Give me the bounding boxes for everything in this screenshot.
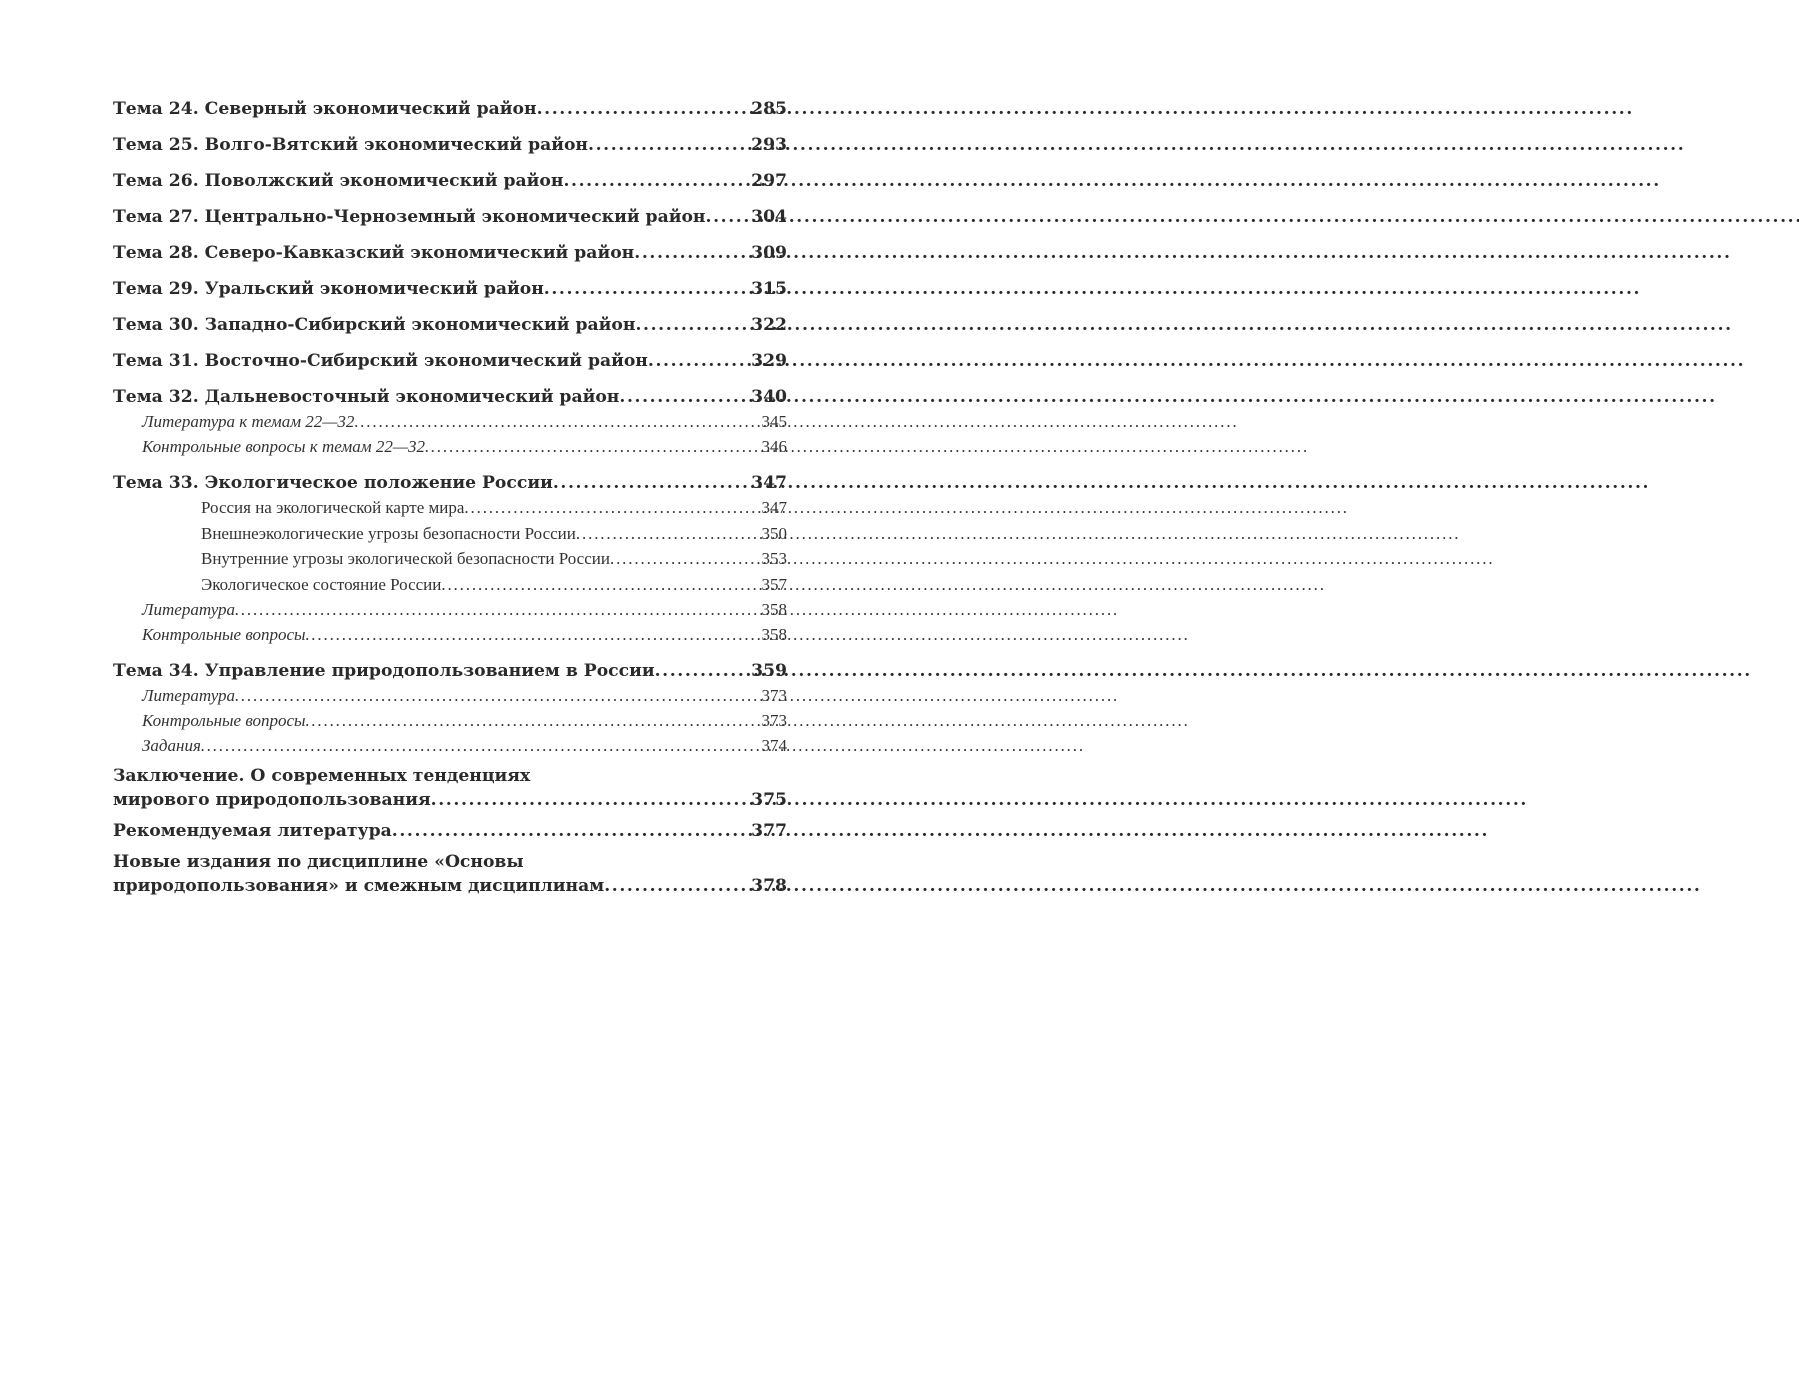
toc-entry-title: Тема 28. Северо-Кавказский экономический район [113, 243, 635, 263]
toc-entry-title: Тема 29. Уральский экономический район [113, 279, 544, 299]
toc-entry-title: Тема 25. Волго-Вятский экономический район [113, 135, 589, 155]
toc-sub-page: 358 [761, 600, 787, 619]
toc-sub-title: Литература [142, 686, 236, 705]
toc-entry-page: 378 [751, 876, 787, 896]
dot-leader [306, 708, 760, 733]
toc-entry-title-line2: природопользования» и смежным дисциплинам [113, 876, 605, 896]
toc-sub-entry[interactable] [113, 683, 787, 708]
toc-sub-title: Контрольные вопросы [142, 625, 306, 644]
toc-entry-tema-24[interactable] [113, 97, 787, 121]
toc-entry-tema-29[interactable] [113, 277, 787, 301]
toc-sub-entry[interactable] [113, 409, 787, 434]
toc-section-entry[interactable] [113, 521, 787, 547]
toc-entry-new-editions[interactable] [113, 850, 787, 898]
toc-entry-tema-28[interactable] [113, 241, 787, 265]
toc-entry-title: Тема 32. Дальневосточный экономический район [113, 387, 620, 407]
dot-leader [431, 788, 749, 812]
toc-entry-title-line2: мирового природопользования [113, 790, 431, 810]
toc-entry-page: 297 [751, 171, 787, 191]
dot-leader [392, 819, 749, 843]
toc-sub-page: 358 [761, 625, 787, 644]
toc-entry-title: Тема 30. Западно-Сибирский экономический район [113, 315, 636, 335]
toc-section-title: Экологическое состояние России [201, 574, 442, 594]
toc-sub-entry[interactable] [113, 622, 787, 647]
dot-leader [655, 659, 750, 683]
dot-leader [553, 471, 749, 495]
toc-entry-title: Тема 33. Экологическое положение России [113, 473, 553, 493]
toc-sub-entry[interactable] [113, 708, 787, 733]
toc-entry-page: 377 [751, 821, 787, 841]
toc-sub-entry[interactable] [113, 434, 787, 459]
toc-entry-title: Тема 31. Восточно-Сибирский экономический район [113, 351, 648, 371]
dot-leader [354, 409, 759, 434]
toc-sub-page: 373 [761, 711, 787, 730]
dot-leader [706, 205, 750, 229]
toc-entry-page: 340 [751, 387, 787, 407]
toc-sub-page: 346 [761, 437, 787, 456]
toc-entry-page: 304 [751, 207, 787, 227]
toc-entry-title-line1: Новые издания по дисциплине «Основы [113, 852, 524, 872]
toc-entry-title-line1: Заключение. О современных тенденциях [113, 766, 531, 786]
dot-leader [537, 97, 750, 121]
toc-section-page: 353 [761, 549, 787, 568]
toc-sub-page: 373 [761, 686, 787, 705]
dot-leader [635, 313, 749, 337]
toc-entry-tema-25[interactable] [113, 133, 787, 157]
toc-entry-page: 285 [751, 99, 787, 119]
dot-leader [604, 874, 749, 898]
toc-entry-tema-32[interactable] [113, 385, 787, 409]
toc-entry-title: Тема 24. Северный экономический район [113, 99, 537, 119]
dot-leader [425, 434, 760, 459]
toc-entry-title: Тема 27. Центрально-Черноземный экономический район [113, 207, 706, 227]
toc-entry-title: Тема 34. Управление природопользованием в России [113, 661, 655, 681]
dot-leader [201, 733, 760, 758]
toc-entry-title: Тема 26. Поволжский экономический район [113, 171, 564, 191]
toc-entry-page: 375 [751, 790, 787, 810]
dot-leader [306, 622, 760, 647]
toc-entry-recommended-literature[interactable] [113, 819, 787, 843]
toc-entry-title: Рекомендуемая литература [113, 821, 392, 841]
dot-leader [610, 546, 760, 572]
dot-leader [634, 241, 749, 265]
toc-entry-page: 293 [751, 135, 787, 155]
toc-sub-title: Литература [142, 600, 236, 619]
toc-sub-title: Контрольные вопросы к темам 22—32 [142, 437, 425, 456]
toc-sub-page: 345 [761, 412, 787, 431]
toc-sub-entry[interactable] [113, 597, 787, 622]
toc-entry-tema-31[interactable] [113, 349, 787, 373]
dot-leader [235, 597, 759, 622]
toc-section-page: 350 [761, 523, 787, 543]
toc-entry-title-line2-row [113, 874, 787, 898]
toc-sub-title: Задания [142, 736, 201, 755]
toc-section-title: Внутренние угрозы экологической безопасности России [201, 549, 610, 568]
toc-entry-tema-30[interactable] [113, 313, 787, 337]
toc-entry-tema-34[interactable] [113, 659, 787, 683]
dot-leader [619, 385, 749, 409]
dot-leader [235, 683, 759, 708]
toc-sub-title: Литература к темам 22—32 [142, 412, 355, 431]
toc-section-title: Внешнеэкологические угрозы безопасности России [201, 523, 576, 543]
toc-entry-title-line2-row [113, 788, 787, 812]
toc-entry-tema-27[interactable] [113, 205, 787, 229]
toc-section-title: Россия на экологической карте мира [201, 498, 465, 517]
toc-entry-page: 359 [751, 661, 787, 681]
toc-sub-page: 374 [761, 736, 787, 755]
toc-entry-page: 309 [751, 243, 787, 263]
toc-section-entry[interactable] [113, 546, 787, 572]
toc-entry-tema-33[interactable] [113, 471, 787, 495]
toc-sub-title: Контрольные вопросы [142, 711, 306, 730]
dot-leader [648, 349, 749, 373]
table-of-contents [113, 97, 787, 898]
toc-entry-conclusion[interactable] [113, 764, 787, 812]
toc-entry-page: 329 [751, 351, 787, 371]
dot-leader [441, 572, 759, 598]
toc-entry-page: 347 [751, 473, 787, 493]
toc-entry-page: 315 [751, 279, 787, 299]
dot-leader [544, 277, 749, 301]
toc-section-entry[interactable] [113, 495, 787, 521]
toc-entry-tema-26[interactable] [113, 169, 787, 193]
toc-sub-entry[interactable] [113, 733, 787, 758]
dot-leader [576, 521, 760, 547]
dot-leader [588, 133, 749, 157]
toc-section-page: 357 [761, 574, 787, 594]
toc-section-entry[interactable] [113, 572, 787, 598]
toc-entry-page: 322 [751, 315, 787, 335]
dot-leader [464, 495, 759, 521]
toc-section-page: 347 [761, 498, 787, 517]
dot-leader [563, 169, 749, 193]
